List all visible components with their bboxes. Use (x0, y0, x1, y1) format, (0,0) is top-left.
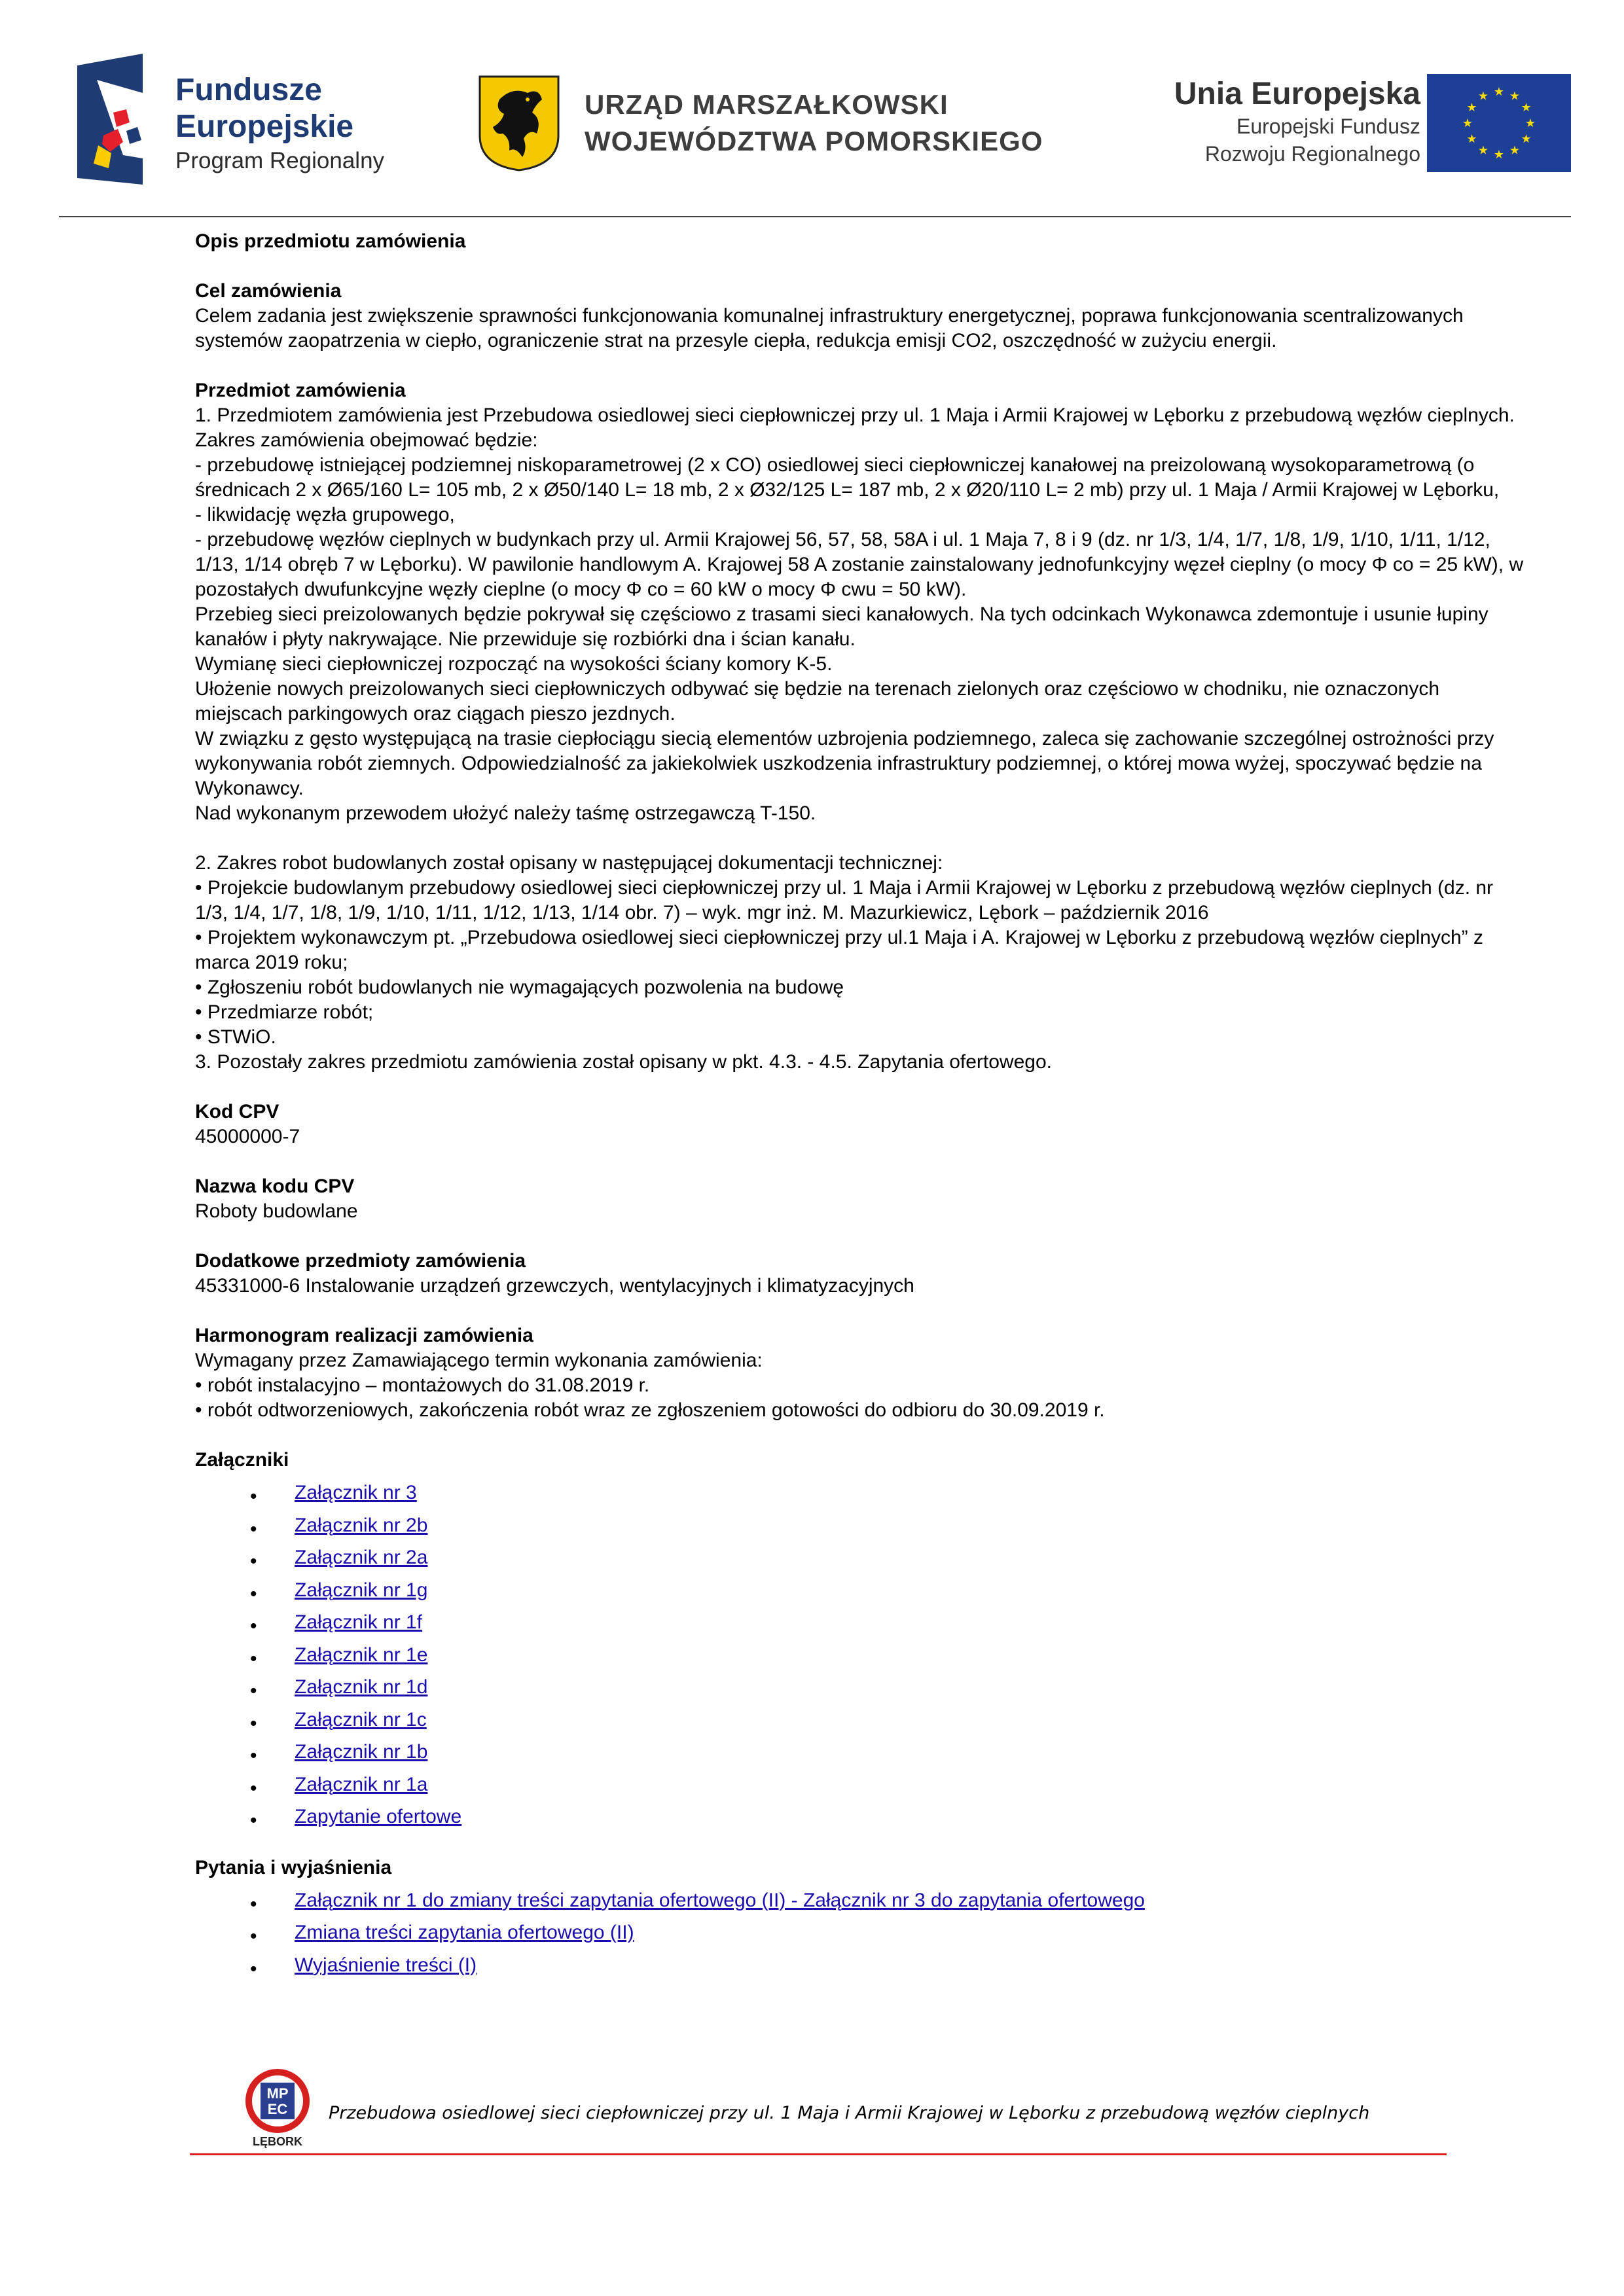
list-item (195, 1953, 1530, 1986)
eu-star-icon: ★ (1521, 101, 1532, 114)
attachment-link[interactable]: Załącznik nr 1f (295, 1611, 423, 1633)
cpv-value: 45000000-7 (195, 1126, 300, 1147)
eu-star-icon: ★ (1466, 101, 1477, 114)
bullet-icon: • (250, 1486, 257, 1507)
harmonogram-l3: • robót odtworzeniowych, zakończenia robót wraz ze zgłoszeniem gotowości do odbioru do 30.09.2019 r. (195, 1399, 1105, 1421)
bullet-icon: • (250, 1712, 257, 1734)
bullet-icon: • (250, 1745, 257, 1767)
eu-star-icon: ★ (1462, 117, 1473, 130)
header-divider (59, 216, 1571, 217)
eu-star-icon: ★ (1509, 89, 1521, 103)
przedmiot-p4: - przebudowę węzłów cieplnych w budynkach przy ul. Armii Krajowej 56, 57, 58, 58A i ul. 1 Maja 7, 8 i 9 (dz. nr 1/3, 1/4, 1/7, 1/8, 1/9, 1/10, 1/11, 1/12, 1/13, 1/14 obręb 7 w Lęborku). W pawilonie handlowym A. Krajowej 58 A zostanie zainstalowany jednofunkcyjny węzeł cieplny (o mocy Φ co = 25 kW), w pozostałych dwufunkcyjne węzły cieplne (o mocy Φ co = 60 kW o mocy Φ cwu = 50 kW). (195, 529, 1524, 600)
bullet-icon: • (250, 1647, 257, 1670)
bullet-icon: • (250, 1777, 257, 1799)
bullet-icon: • (250, 1680, 257, 1702)
przedmiot-p9: Nad wykonanym przewodem ułożyć należy taśmę ostrzegawczą T-150. (195, 802, 816, 824)
attachment-link[interactable]: Zapytanie ofertowe (295, 1806, 462, 1827)
extra-heading: Dodatkowe przedmioty zamówienia (195, 1250, 526, 1272)
griffin-shield-icon (477, 73, 562, 171)
przedmiot-p14: • Przedmiarze robót; (195, 1001, 374, 1023)
bullet-icon: • (250, 1958, 257, 1980)
przedmiot-p2: - przebudowę istniejącej podziemnej niskoparametrowej (2 x CO) osiedlowej sieci ciepłowniczej kanałowej na preizolowaną wysokoparametrową (o średnicach 2 x Ø65/160 L= 105 mb, 2 x Ø50/140 L= 18 mb, 2 x Ø32/125 L= 187 mb, 2 x Ø20/110 L= 2 mb) przy ul. 1 Maja / Armii Krajowej w Lęborku, (195, 454, 1500, 501)
list-item (195, 1708, 1530, 1740)
attachment-link[interactable]: Załącznik nr 3 (295, 1482, 417, 1503)
list-item (195, 1545, 1530, 1578)
eu-star-icon: ★ (1509, 143, 1521, 157)
eu-star-icon: ★ (1493, 148, 1505, 161)
attachment-link[interactable]: Załącznik nr 1g (295, 1579, 428, 1601)
bullet-icon: • (250, 1615, 257, 1637)
eu-flag-icon (1427, 74, 1571, 172)
zalaczniki-heading: Załączniki (195, 1449, 289, 1471)
attachment-link[interactable]: Załącznik nr 2a (295, 1547, 428, 1568)
page-header (0, 0, 1624, 216)
przedmiot-p5: Przebieg sieci preizolowanych będzie pokrywał się częściowo z trasami sieci kanałowych. Na tych odcinkach Wykonawca zdemontuje i usunie łupiny kanałów i płyty nakrywające. Nie przewiduje się rozbiórki dna i ścian kanału. (195, 603, 1489, 650)
list-item (195, 1740, 1530, 1772)
bullet-icon: • (250, 1893, 257, 1915)
document-body (195, 229, 1530, 1985)
bullet-icon: • (250, 1551, 257, 1572)
przedmiot-p10: 2. Zakres robot budowlanych został opisany w następującej dokumentacji technicznej: (195, 852, 943, 874)
list-item (195, 1772, 1530, 1805)
eu-star-icon: ★ (1466, 132, 1477, 145)
bullet-icon: • (250, 1810, 257, 1831)
fe-star-icon (77, 54, 169, 185)
przedmiot-p16: 3. Pozostały zakres przedmiotu zamówienia został opisany w pkt. 4.3. - 4.5. Zapytania ofertowego. (195, 1051, 1052, 1073)
mpec-logo-top: MP (266, 2085, 289, 2102)
attachment-link[interactable]: Załącznik nr 1b (295, 1741, 428, 1763)
harmonogram-l1: Wymagany przez Zamawiającego termin wykonania zamówienia: (195, 1350, 763, 1371)
fe-title-line1: Fundusze (175, 73, 322, 107)
list-item (195, 1578, 1530, 1611)
eu-star-icon: ★ (1493, 85, 1505, 98)
pomorskie-logo (477, 73, 1043, 171)
cpv-heading: Kod CPV (195, 1101, 280, 1122)
woj-line1: URZĄD MARSZAŁKOWSKI (585, 89, 948, 120)
eu-star-icon: ★ (1477, 89, 1489, 103)
pytania-list (195, 1888, 1530, 1986)
list-item (195, 1513, 1530, 1546)
list-item (195, 1675, 1530, 1708)
eu-subtitle-line1: Europejski Fundusz (1236, 115, 1420, 138)
list-item (195, 1610, 1530, 1643)
przedmiot-p13: • Zgłoszeniu robót budowlanych nie wymagających pozwolenia na budowę (195, 977, 844, 998)
question-link[interactable]: Zmiana treści zapytania ofertowego (II) (295, 1922, 634, 1943)
footer-text: Przebudowa osiedlowej sieci ciepłowniczej przy ul. 1 Maja i Armii Krajowej w Lęborku z przebudową węzłów cieplnych (329, 2103, 1370, 2123)
fe-title-line2: Europejskie (175, 109, 354, 144)
question-link[interactable]: Załącznik nr 1 do zmiany treści zapytania ofertowego (II) - Załącznik nr 3 do zapytania ofertowego (295, 1889, 1145, 1911)
attachment-link[interactable]: Załącznik nr 1d (295, 1676, 428, 1698)
eu-star-icon: ★ (1521, 132, 1532, 145)
mpec-logo (244, 2068, 316, 2150)
cpv-name-heading: Nazwa kodu CPV (195, 1175, 355, 1197)
mpec-logo-city: LĘBORK (253, 2135, 302, 2148)
przedmiot-p3: - likwidację węzła grupowego, (195, 504, 455, 526)
extra-value: 45331000-6 Instalowanie urządzeń grzewczych, wentylacyjnych i klimatyzacyjnych (195, 1275, 914, 1297)
woj-line2: WOJEWÓDZTWA POMORSKIEGO (585, 126, 1043, 156)
przedmiot-p11: • Projekcie budowlanym przebudowy osiedlowej sieci ciepłowniczej przy ul. 1 Maja i Armii Krajowej w Lęborku z przebudową węzłów cieplnych (dz. nr 1/3, 1/4, 1/7, 1/8, 1/9, 1/10, 1/11, 1/12, 1/13, 1/14 obr. 7) – wyk. mgr inż. M. Mazurkiewicz, Lębork – październik 2016 (195, 877, 1494, 924)
zalaczniki-list (195, 1480, 1530, 1837)
przedmiot-heading: Przedmiot zamówienia (195, 380, 406, 401)
przedmiot-p7: Ułożenie nowych preizolowanych sieci ciepłowniczych odbywać się będzie na terenach zielonych oraz częściowo w chodniku, nie oznaczonych miejscach parkingowych oraz ciągach pieszo jezdnych. (195, 678, 1440, 725)
przedmiot-p12: • Projektem wykonawczym pt. „Przebudowa osiedlowej sieci ciepłowniczej przy ul.1 Maja i A. Krajowej w Lęborku z przebudową węzłów cieplnych” z marca 2019 roku; (195, 927, 1484, 973)
przedmiot-p15: • STWiO. (195, 1026, 276, 1048)
page-footer (190, 2068, 1447, 2160)
cel-heading: Cel zamówienia (195, 280, 342, 302)
list-item (195, 1888, 1530, 1921)
bullet-icon: • (250, 1926, 257, 1947)
mpec-logo-mid: EC (267, 2101, 288, 2117)
eu-title: Unia Europejska (1174, 77, 1420, 111)
attachment-link[interactable]: Załącznik nr 1a (295, 1773, 428, 1795)
question-link[interactable]: Wyjaśnienie treści (I) (295, 1954, 477, 1976)
fe-subtitle: Program Regionalny (175, 148, 385, 173)
attachment-link[interactable]: Załącznik nr 1c (295, 1708, 427, 1731)
attachment-link[interactable]: Załącznik nr 2b (295, 1514, 428, 1536)
harmonogram-l2: • robót instalacyjno – montażowych do 31.08.2019 r. (195, 1374, 650, 1396)
bullet-icon: • (250, 1518, 257, 1540)
list-item (195, 1480, 1530, 1513)
przedmiot-p8: W związku z gęsto występującą na trasie ciepłociągu siecią elementów uzbrojenia podziemnego, zaleca się zachowanie szczególnej ostrożności przy wykonywania robót ziemnych. Odpowiedzialność za jakiekolwiek uszkodzenia infrastruktury podziemnej, o której mowa wyżej, spoczywać będzie na Wykonawcy. (195, 728, 1494, 799)
list-item (195, 1920, 1530, 1953)
eu-star-icon: ★ (1525, 117, 1536, 130)
page-title: Opis przedmiotu zamówienia (195, 230, 466, 252)
cpv-name-value: Roboty budowlane (195, 1200, 358, 1222)
przedmiot-p1: 1. Przedmiotem zamówienia jest Przebudowa osiedlowej sieci ciepłowniczej przy ul. 1 Maja i Armii Krajowej w Lęborku z przebudową węzłów cieplnych. Zakres zamówienia obejmować będzie: (195, 404, 1515, 451)
eu-star-icon: ★ (1477, 143, 1489, 157)
cel-text: Celem zadania jest zwiększenie sprawności funkcjonowania komunalnej infrastruktury energetycznej, poprawa funkcjonowania scentralizowanych systemów zaopatrzenia w ciepło, ograniczenie strat na przesyle ciepła, redukcja emisji CO2, oszczędność w zużyciu energii. (195, 305, 1464, 351)
pytania-heading: Pytania i wyjaśnienia (195, 1856, 392, 1878)
fundusze-europejskie-logo (77, 54, 405, 185)
list-item (195, 1804, 1530, 1837)
list-item (195, 1643, 1530, 1676)
bullet-icon: • (250, 1583, 257, 1605)
attachment-link[interactable]: Załącznik nr 1e (295, 1643, 428, 1666)
przedmiot-p6: Wymianę sieci ciepłowniczej rozpocząć na wysokości ściany komory K-5. (195, 653, 833, 675)
unia-europejska-logo (1126, 71, 1571, 175)
harmonogram-heading: Harmonogram realizacji zamówienia (195, 1325, 533, 1346)
footer-divider (190, 2153, 1447, 2155)
eu-subtitle-line2: Rozwoju Regionalnego (1204, 142, 1420, 166)
